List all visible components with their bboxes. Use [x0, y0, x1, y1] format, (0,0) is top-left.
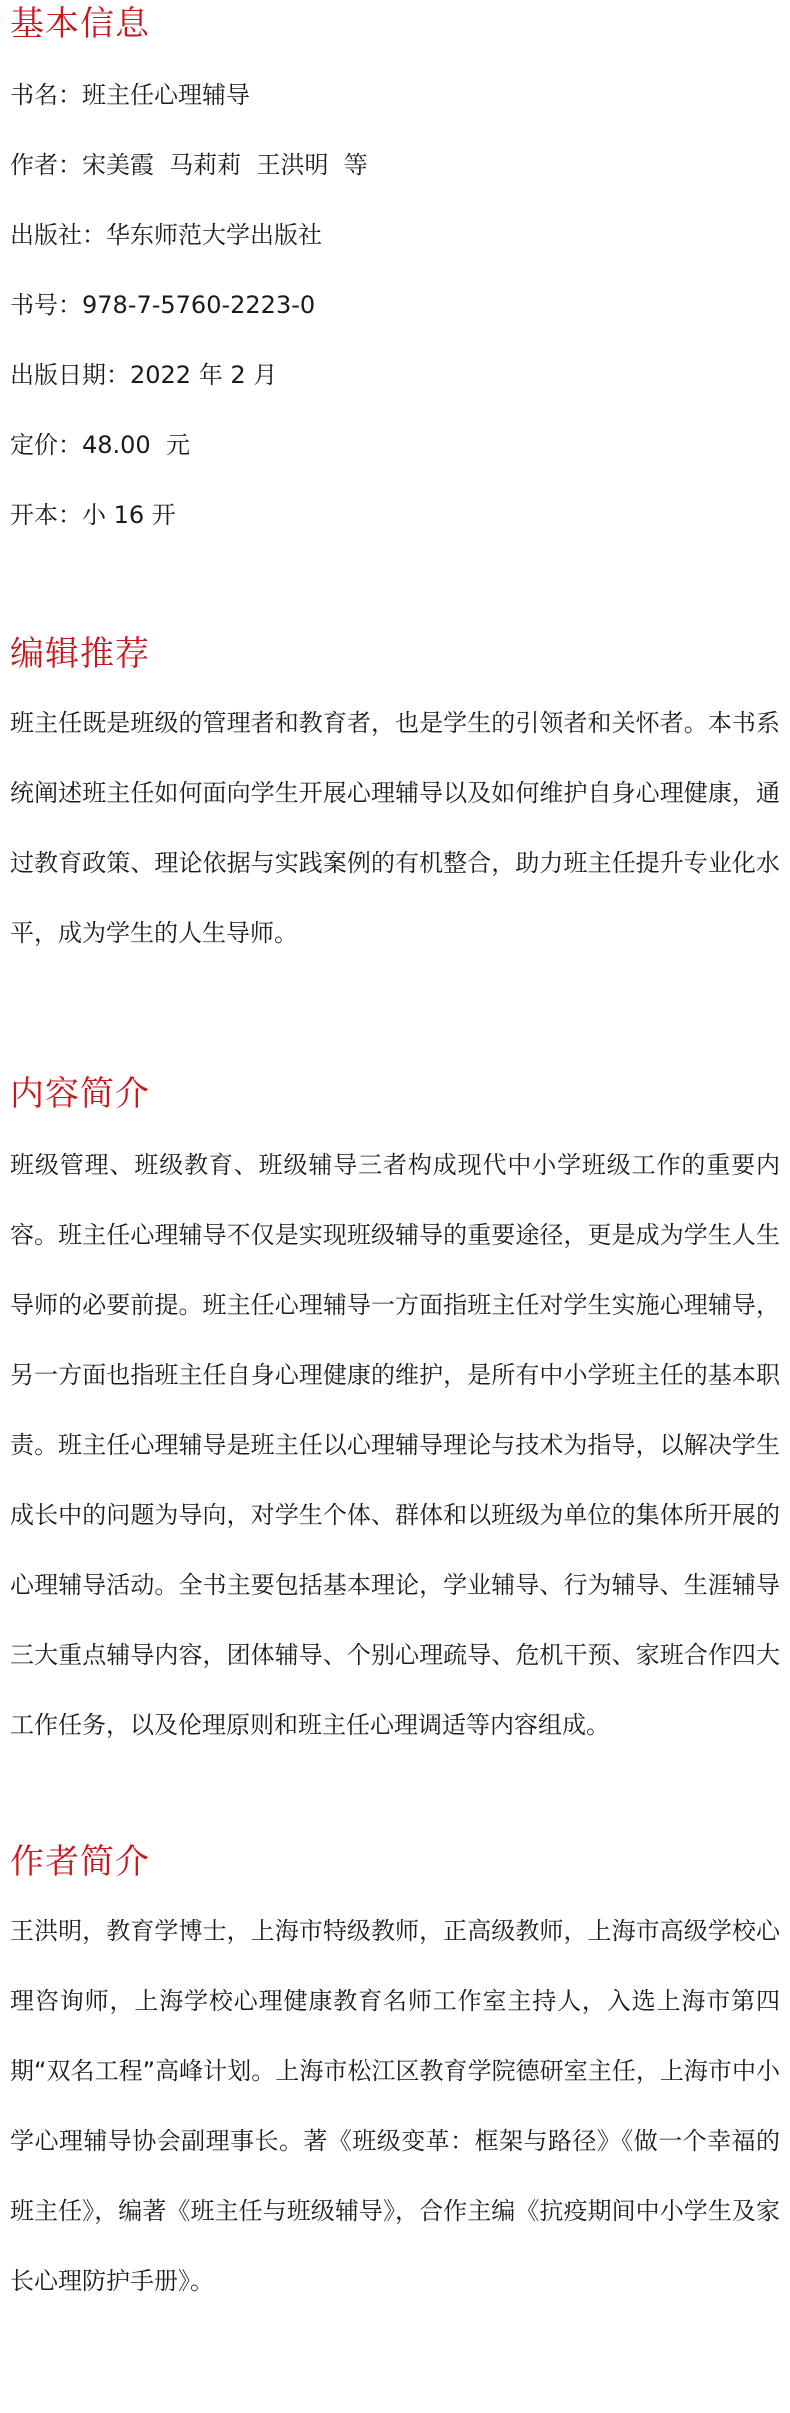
author-intro-section	[10, 1840, 780, 2316]
content-summary-paragraph: 班级管理、班级教育、班级辅导三者构成现代中小学班级工作的重要内容。班主任心理辅导不仅是实现班级辅导的重要途径，更是成为学生人生导师的必要前提。班主任心理辅导一方面指班主任对学生实施心理辅导，另一方面也指班主任自身心理健康的维护，是所有中小学班主任的基本职责。班主任心理辅导是班主任以心理辅导理论与技术为指导，以解决学生成长中的问题为导向，对学生个体、群体和以班级为单位的集体所开展的心理辅导活动。全书主要包括基本理论，学业辅导、行为辅导、生涯辅导三大重点辅导内容，团体辅导、个别心理疏导、危机干预、家班合作四大工作任务，以及伦理原则和班主任心理调适等内容组成。	[10, 1151, 780, 1739]
publisher-line: 出版社：华东师范大学出版社	[10, 221, 322, 249]
editor-recommendation-heading: 编辑推荐	[10, 634, 150, 674]
publish-date-line: 出版日期：2022 年 2 月	[10, 361, 278, 389]
price-line: 定价：48.00 元	[10, 431, 190, 459]
content-summary-section	[10, 1072, 780, 1760]
author-intro-heading: 作者简介	[10, 1842, 150, 1882]
editor-recommendation-section	[10, 632, 780, 968]
author-line: 作者：宋美霞 马莉莉 王洪明 等	[10, 151, 368, 179]
basic-info-list	[10, 60, 780, 550]
basic-info-section	[10, 0, 780, 550]
basic-info-heading: 基本信息	[10, 4, 150, 44]
author-intro-paragraph: 王洪明，教育学博士，上海市特级教师，正高级教师，上海市高级学校心理咨询师，上海学校心理健康教育名师工作室主持人，入选上海市第四期“双名工程”高峰计划。上海市松江区教育学院德研室主任，上海市中小学心理辅导协会副理事长。著《班级变革：框架与路径》《做一个幸福的班主任》，编著《班主任与班级辅导》，合作主编《抗疫期间中小学生及家长心理防护手册》。	[10, 1917, 780, 2295]
isbn-line: 书号：978-7-5760-2223-0	[10, 291, 316, 319]
book-title-line: 书名：班主任心理辅导	[10, 81, 250, 109]
format-line: 开本：小 16 开	[10, 501, 176, 529]
content-summary-heading: 内容简介	[10, 1074, 150, 1114]
editor-recommendation-paragraph: 班主任既是班级的管理者和教育者，也是学生的引领者和关怀者。本书系统阐述班主任如何面向学生开展心理辅导以及如何维护自身心理健康，通过教育政策、理论依据与实践案例的有机整合，助力班主任提升专业化水平，成为学生的人生导师。	[10, 709, 780, 947]
